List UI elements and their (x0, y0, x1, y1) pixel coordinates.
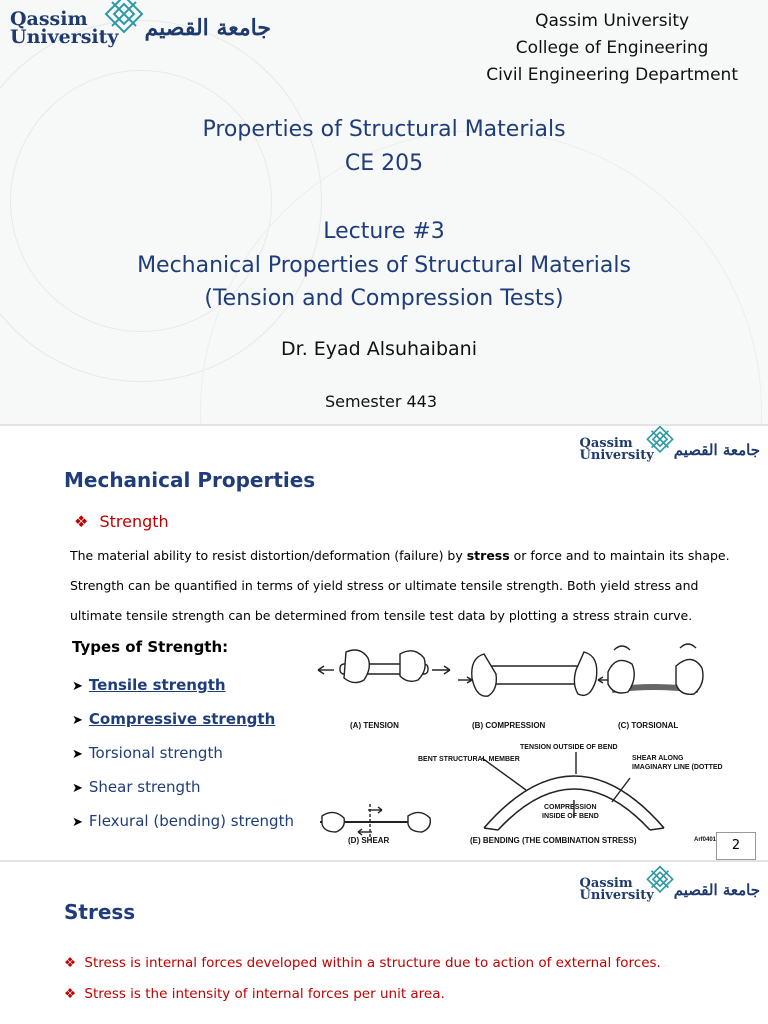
para-line: ultimate tensile strength can be determined from tensile test data by plotting a stress strain curve. (70, 608, 693, 623)
logo-text-en-2: University (10, 26, 119, 49)
list-item (72, 668, 294, 702)
hand-right (400, 651, 425, 682)
strength-definition (70, 541, 760, 631)
list-item (72, 702, 294, 736)
hand-right (408, 812, 430, 832)
fig-code: Arf0401 (694, 837, 717, 843)
hand-right (676, 659, 703, 694)
lecture-title: Mechanical Properties of Structural Materials (137, 253, 631, 278)
hand-right (574, 652, 596, 695)
hand-left (472, 654, 497, 696)
para-text: The material ability to resist distortion/deformation (failure) by (70, 548, 467, 563)
strength-bullet (74, 512, 169, 531)
list-item (72, 804, 294, 838)
logo-text-ar: جامعة القصيم (673, 441, 760, 460)
bullet-text: Stress is the intensity of internal forces per unit area. (84, 986, 445, 1002)
logo-text-ar: جامعة القصيم (673, 881, 760, 900)
logo-text-en-1: Qassim (10, 8, 88, 30)
qassim-university-logo (580, 438, 760, 463)
course-code: CE 205 (344, 151, 424, 176)
fig-label-bent-member: BENT STRUCTURAL MEMBER (418, 756, 520, 763)
qassim-university-logo (580, 878, 760, 903)
university-name: Qassim University (535, 11, 690, 31)
arrow-bullet-icon: ➤ (72, 713, 83, 728)
compression-bar (484, 666, 584, 684)
types-list (72, 668, 294, 838)
diamond-bullet-icon: ❖ (64, 986, 77, 1002)
tensile-strength-link[interactable]: Tensile strength (88, 676, 226, 694)
fig-label-bending: (E) BENDING (THE COMBINATION STRESS) (470, 836, 637, 845)
department-name: Civil Engineering Department (486, 65, 738, 85)
fig-label-imaginary-line: IMAGINARY LINE (DOTTED (632, 764, 723, 771)
fig-label-shear: (D) SHEAR (348, 836, 390, 845)
instructor-name: Dr. Eyad Alsuhaibani (281, 338, 477, 360)
arrow-bullet-icon: ➤ (72, 815, 83, 830)
para-line: Strength can be quantified in terms of yield stress or ultimate tensile strength. Both yield stress and (70, 578, 699, 593)
logo-lattice-icon (646, 426, 674, 459)
logo-text-en-1: Qassim (579, 436, 633, 451)
bullet-text: Stress is internal forces developed within a structure due to action of external forces. (84, 955, 661, 971)
page-number: 2 (716, 832, 756, 860)
stress-types-figure (312, 632, 752, 854)
arrow-bullet-icon: ➤ (72, 679, 83, 694)
lecture-number: Lecture #3 (323, 219, 445, 244)
list-item-label: Torsional strength (88, 744, 223, 762)
fig-label-shear-along: SHEAR ALONG (632, 755, 684, 762)
arrow-bullet-icon: ➤ (72, 747, 83, 762)
course-title: Properties of Structural Materials (202, 117, 566, 142)
logo-text-en-2: University (579, 448, 654, 464)
hand-left (344, 650, 369, 683)
list-item-label: Shear strength (88, 778, 201, 796)
bullet-text: Strength (99, 512, 169, 531)
semester: Semester 443 (324, 392, 438, 411)
types-heading: Types of Strength: (72, 638, 229, 656)
fig-label-inside-bend: INSIDE OF BEND (542, 813, 599, 820)
college-name: College of Engineering (515, 38, 709, 58)
stress-bullet (64, 986, 445, 1002)
qassim-university-logo (10, 8, 271, 49)
logo-lattice-icon (646, 865, 674, 899)
stress-bullet (64, 955, 661, 971)
diamond-bullet-icon: ❖ (74, 512, 89, 531)
stress-slide (0, 862, 768, 1024)
university-block (486, 8, 738, 89)
fig-label-torsional: (C) TORSIONAL (618, 721, 679, 730)
hand-left (608, 660, 634, 693)
mechanical-properties-slide (0, 426, 768, 860)
fig-label-tension-outside: TENSION OUTSIDE OF BEND (520, 744, 618, 751)
logo-lattice-icon (104, 0, 144, 42)
slide-heading: Mechanical Properties (64, 468, 316, 492)
slide-heading: Stress (64, 900, 136, 924)
fig-label-tension: (A) TENSION (350, 721, 399, 730)
para-text: or force and to maintain its shape. (509, 548, 730, 563)
list-item (72, 736, 294, 770)
diamond-bullet-icon: ❖ (64, 955, 77, 971)
logo-text-ar: جامعة القصيم (144, 15, 271, 42)
list-item (72, 770, 294, 804)
para-bold: stress (466, 548, 510, 563)
compressive-strength-link[interactable]: Compressive strength (88, 710, 276, 728)
fig-label-compression: (B) COMPRESSION (472, 721, 546, 730)
title-slide (0, 0, 768, 424)
logo-text-en-1: Qassim (579, 876, 633, 891)
fig-label-compression-inside: COMPRESSION (544, 804, 597, 811)
hand-left (322, 812, 344, 832)
leader-line (612, 778, 630, 802)
logo-text-en-2: University (579, 888, 654, 904)
arrow-bullet-icon: ➤ (72, 781, 83, 796)
lecture-subtitle: (Tension and Compression Tests) (204, 286, 564, 311)
list-item-label: Flexural (bending) strength (88, 812, 294, 830)
